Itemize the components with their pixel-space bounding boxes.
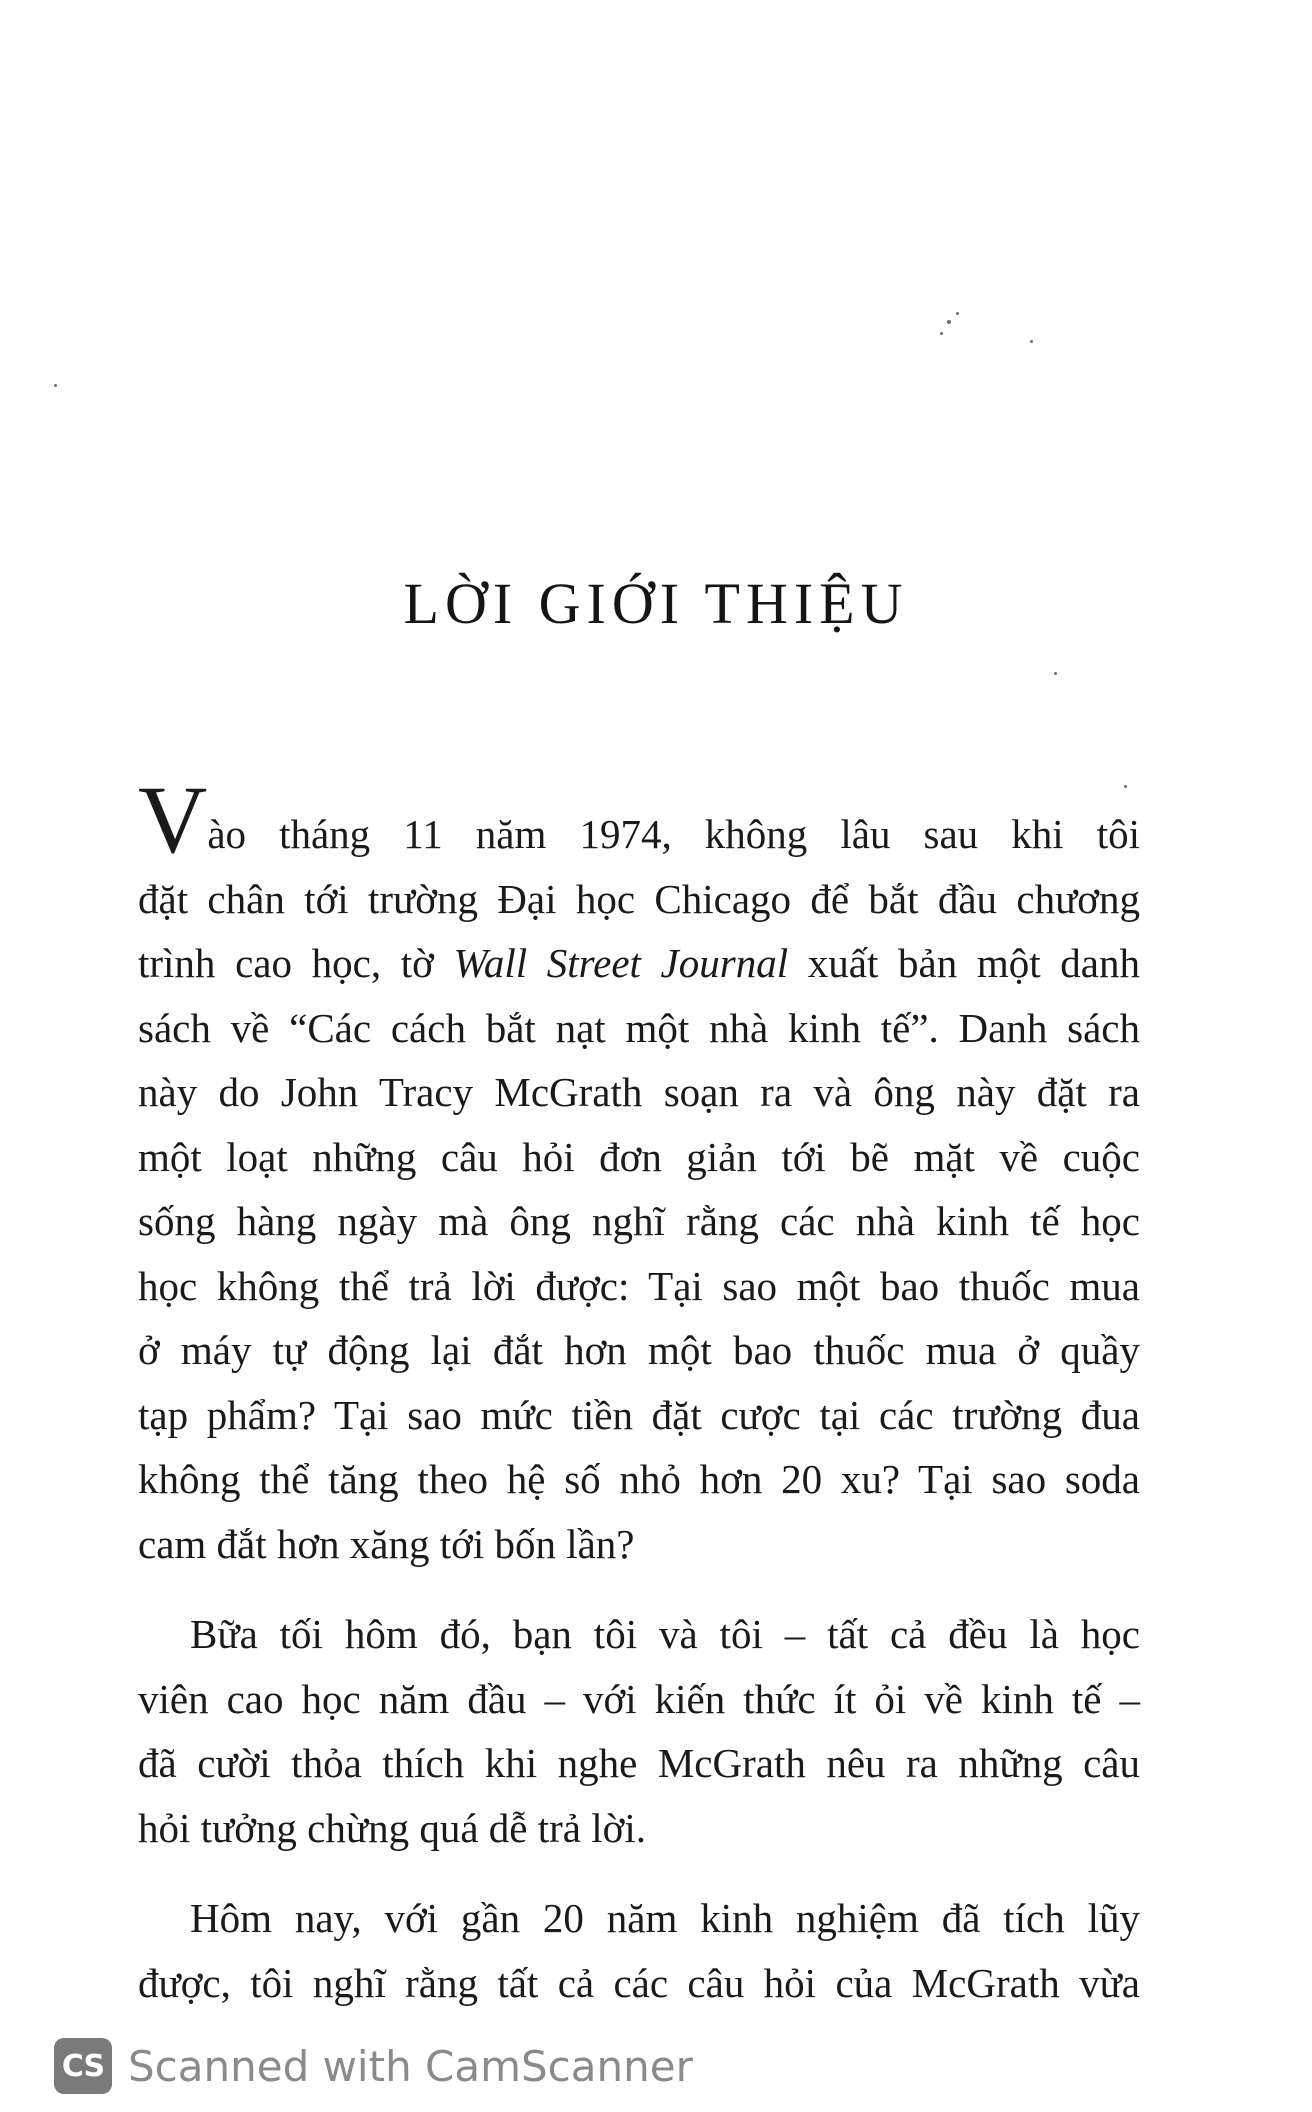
text-line: Bữa tối hôm đó, bạn tôi và tôi – tất cả đều là học [190,1611,1140,1657]
text-line: không thể tăng theo hệ số nhỏ hơn 20 xu? Tại sao soda [138,1456,1140,1502]
text-line: sách về “Các cách bắt nạt một nhà kinh tế”. Danh sách [138,1004,1140,1051]
text-line: đặt chân tới trường Đại học Chicago để bắt đầu chương [138,875,1140,922]
scan-speck [1124,785,1127,788]
text-line: đã cười thỏa thích khi nghe McGrath nêu ra những câu [138,1740,1140,1786]
text-line: này do John Tracy McGrath soạn ra và ông này đặt ra [138,1069,1140,1115]
scan-speck [947,320,951,324]
scan-speck [940,332,943,335]
scan-speck [956,312,959,315]
camscanner-logo-icon: CS [54,2038,112,2094]
text-line: một loạt những câu hỏi đơn giản tới bẽ mặt về cuộc [138,1133,1140,1180]
drop-cap: V [138,766,208,873]
watermark-text: Scanned with CamScanner [128,2041,693,2091]
paragraph-2 [138,1602,1140,1860]
chapter-title: LỜI GIỚI THIỆU [403,571,909,636]
text-line: Hôm nay, với gần 20 năm kinh nghiệm đã tích lũy [190,1895,1140,1941]
text-line-content: trình cao học, tờ [138,940,454,986]
text-line [138,931,1140,996]
publication-name: Wall Street Journal [453,940,789,986]
camscanner-watermark [54,2034,693,2098]
scan-speck [1030,340,1033,343]
text-line-content: xuất bản một danh [788,940,1140,986]
scan-speck [1054,672,1057,675]
text-line: sống hàng ngày mà ông nghĩ rằng các nhà kinh tế học [138,1198,1140,1244]
scan-speck [54,384,57,387]
text-line [138,766,1140,873]
paragraph-3 [138,1886,1140,2015]
text-line: học không thể trả lời được: Tại sao một bao thuốc mua [138,1262,1140,1309]
paragraph-1 [138,766,1140,1576]
text-line: cam đắt hơn xăng tới bốn lần? [138,1520,635,1567]
text-line: hỏi tưởng chừng quá dễ trả lời. [138,1804,646,1851]
body-text [138,766,1140,2041]
text-line: viên cao học năm đầu – với kiến thức ít ỏi về kinh tế – [138,1675,1140,1722]
text-line: được, tôi nghĩ rằng tất cả các câu hỏi của McGrath vừa [138,1959,1140,2006]
text-line-content: ào tháng 11 năm 1974, không lâu sau khi tôi [207,811,1140,857]
text-line: tạp phẩm? Tại sao mức tiền đặt cược tại các trường đua [138,1391,1140,1438]
text-line: ở máy tự động lại đắt hơn một bao thuốc mua ở quầy [138,1327,1140,1373]
